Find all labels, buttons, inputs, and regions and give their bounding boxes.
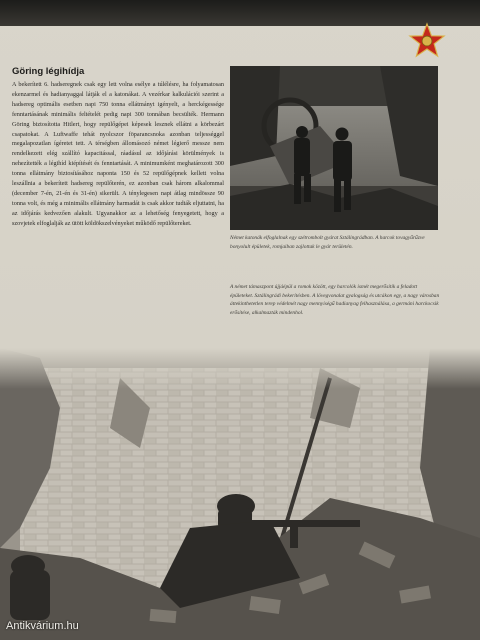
soldier-brick-wall-photo	[0, 348, 480, 640]
article-title: Göring légihídja	[12, 66, 85, 77]
photo-caption-bottom: A német támaszpont újjáépül a romok között, egy harcolók ismét megerősítik a feladott épületeket. Sztálingrádi bekerítésben. A lövegvonalat gyalogság és utcákon egy, a nagy városban áttekinthetetlen terep védelmét nagy mennyiségű hadianyag felhasználása, a germáni harckocsik erősítése, alkalmazták mindenhol.	[230, 284, 440, 317]
factory-ruins-photo	[230, 66, 438, 230]
watermark-text: Antikvárium.hu	[6, 620, 79, 632]
photo-caption-top: Német katonák elfoglalnak egy szétrombolt gyárat Sztálingrádban. A harcok tovagyűrűzve bonyolult épületek, romjaiban zajlottak le gyár területén.	[230, 235, 425, 250]
red-star-icon	[408, 22, 446, 60]
article-body: A bekerített 6. hadseregnek csak egy lett volna esélye a túlélésre, ha folyamatosan ekenzarmel és hadianyaggal látják el a katonákat. A vezérkar kalkulációi szerint a hadsereg optimális esetben napi 750 tonna ellátmányt igényelt, a herckégessége fenntartásának minimális feltételét pedig napi 300 tonnában becsülték. Hermann Göring biztosította Hitlert, hogy repülőgépei képesek lesznek ellátni a körbezárt csapatokat. A Luftwaffe tehát nyolcszor föparancsnoka azonban teljességgel megalapozatlan ígéretet tett. A térségben állomásozó német légierő messze nem rendelkezett elég szállító kapacitással, ráadásul az időjárási körülmények is nehezítették a légihíd kiépítését és fenntartását. A minimumként meghatározott 300 tonna ellátmány biztosításához naponta 150 és 52 repülőgépnek kellett volna leszállnia a bekerített hadsereg repülőterén, ez azonban csak három alkalommal (december 7-én, 21-én és 31-én) sikerült. A ténylegesen napi átlag mindössze 90 tonna volt, és még a minimális ellátmány harmadát is csak akkor tudták eljuttatni, ha az időjárás kedvezően alakult. Ugyanakkor az a lehetőség fenyegetett, hogy a szovjetek elfoglalják az ütött köldökszelvényeket működő repülőtereket.	[12, 81, 224, 227]
